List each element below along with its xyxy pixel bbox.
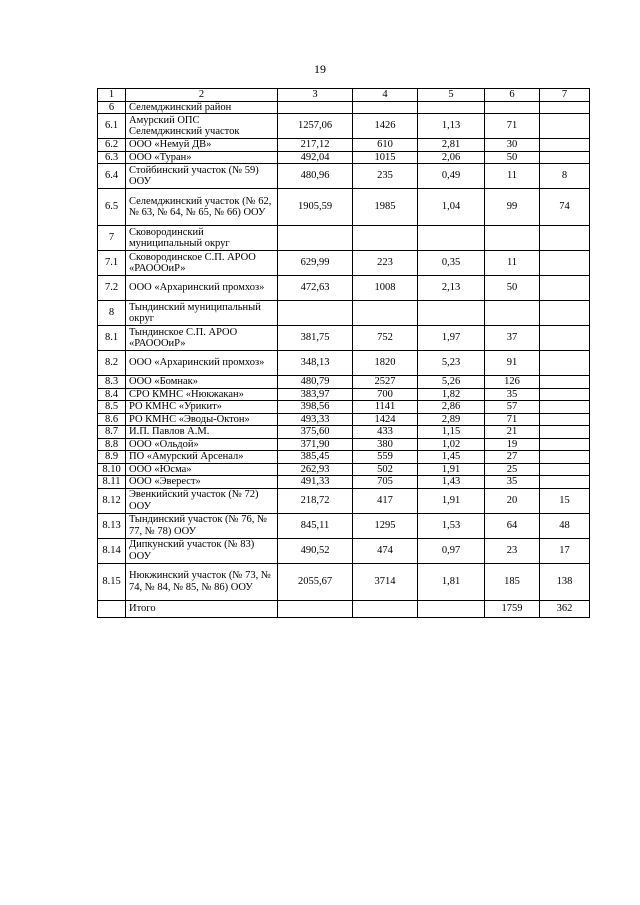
col-7-cell [540, 438, 590, 451]
header-cell-6: 6 [485, 89, 540, 102]
row-name-cell: ООО «Немуй ДВ» [126, 139, 278, 152]
row-number-cell: 8.14 [98, 538, 126, 563]
table-row [98, 413, 590, 426]
area-cell: 845,11 [278, 513, 353, 538]
col-5-cell: 5,26 [418, 376, 485, 389]
col-7-cell [540, 476, 590, 489]
col-6-cell: 57 [485, 401, 540, 414]
col-7-cell [540, 226, 590, 251]
row-name-cell: Селемджинский район [126, 101, 278, 114]
row-name-cell: ПО «Амурский Арсенал» [126, 451, 278, 464]
col-5-cell: 1,82 [418, 388, 485, 401]
col-4-cell: 223 [353, 251, 418, 276]
row-number-cell: 8.15 [98, 563, 126, 600]
col-5-cell: 2,06 [418, 151, 485, 164]
col-6-cell: 23 [485, 538, 540, 563]
area-cell [278, 600, 353, 617]
col-6-cell: 35 [485, 476, 540, 489]
col-6-cell: 126 [485, 376, 540, 389]
col-6-cell: 71 [485, 114, 540, 139]
table-row [98, 476, 590, 489]
col-5-cell [418, 101, 485, 114]
row-name-cell: Тындинское С.П. АРОО «РАОООиР» [126, 326, 278, 351]
row-name-cell: Эвенкийский участок (№ 72) ООУ [126, 488, 278, 513]
row-name-cell: ООО «Туран» [126, 151, 278, 164]
table-row [98, 563, 590, 600]
table-row [98, 151, 590, 164]
col-6-cell: 19 [485, 438, 540, 451]
row-name-cell: Селемджинский участок (№ 62, № 63, № 64, № 65, № 66) ООУ [126, 189, 278, 226]
col-4-cell: 1141 [353, 401, 418, 414]
col-4-cell: 235 [353, 164, 418, 189]
col-7-cell [540, 151, 590, 164]
col-6-cell [485, 101, 540, 114]
col-5-cell: 1,91 [418, 488, 485, 513]
col-4-cell: 705 [353, 476, 418, 489]
col-5-cell: 2,81 [418, 139, 485, 152]
col-6-cell: 185 [485, 563, 540, 600]
table-row [98, 226, 590, 251]
row-number-cell: 8.10 [98, 463, 126, 476]
area-cell: 262,93 [278, 463, 353, 476]
col-5-cell: 0,35 [418, 251, 485, 276]
col-5-cell: 1,13 [418, 114, 485, 139]
area-cell [278, 226, 353, 251]
table-row [98, 351, 590, 376]
area-cell [278, 101, 353, 114]
table-row [98, 600, 590, 617]
area-cell: 375,60 [278, 426, 353, 439]
area-cell: 371,90 [278, 438, 353, 451]
col-4-cell: 1015 [353, 151, 418, 164]
row-number-cell: 8.7 [98, 426, 126, 439]
row-number-cell: 8.5 [98, 401, 126, 414]
col-7-cell [540, 351, 590, 376]
row-number-cell: 7 [98, 226, 126, 251]
row-number-cell: 6.2 [98, 139, 126, 152]
col-5-cell: 1,53 [418, 513, 485, 538]
row-number-cell: 6.4 [98, 164, 126, 189]
col-5-cell [418, 301, 485, 326]
col-5-cell: 1,15 [418, 426, 485, 439]
header-cell-1: 1 [98, 89, 126, 102]
table-row [98, 114, 590, 139]
col-4-cell: 3714 [353, 563, 418, 600]
row-number-cell: 8.4 [98, 388, 126, 401]
row-number-cell [98, 600, 126, 617]
col-7-cell [540, 376, 590, 389]
row-name-cell: Нюкжинский участок (№ 73, № 74, № 84, № 85, № 86) ООУ [126, 563, 278, 600]
area-cell: 1905,59 [278, 189, 353, 226]
col-4-cell: 433 [353, 426, 418, 439]
table-row [98, 189, 590, 226]
col-7-cell: 138 [540, 563, 590, 600]
col-7-cell [540, 114, 590, 139]
col-4-cell: 2527 [353, 376, 418, 389]
row-number-cell: 8.8 [98, 438, 126, 451]
row-number-cell: 8.9 [98, 451, 126, 464]
col-7-cell [540, 401, 590, 414]
row-number-cell: 6 [98, 101, 126, 114]
header-cell-7: 7 [540, 89, 590, 102]
row-name-cell: И.П. Павлов А.М. [126, 426, 278, 439]
area-cell: 217,12 [278, 139, 353, 152]
col-7-cell: 17 [540, 538, 590, 563]
area-cell: 472,63 [278, 276, 353, 301]
data-table [97, 88, 590, 618]
col-7-cell [540, 139, 590, 152]
col-6-cell: 35 [485, 388, 540, 401]
table-row [98, 401, 590, 414]
col-7-cell: 74 [540, 189, 590, 226]
col-5-cell: 1,97 [418, 326, 485, 351]
row-name-cell: ООО «Эверест» [126, 476, 278, 489]
col-5-cell: 2,89 [418, 413, 485, 426]
col-4-cell: 1424 [353, 413, 418, 426]
row-number-cell: 8.2 [98, 351, 126, 376]
col-4-cell: 559 [353, 451, 418, 464]
table-row [98, 451, 590, 464]
header-cell-2: 2 [126, 89, 278, 102]
col-6-cell: 71 [485, 413, 540, 426]
area-cell: 2055,67 [278, 563, 353, 600]
col-6-cell: 27 [485, 451, 540, 464]
table-row [98, 438, 590, 451]
col-6-cell: 30 [485, 139, 540, 152]
row-name-cell: Тындинский муниципальный округ [126, 301, 278, 326]
row-name-cell: ООО «Юсма» [126, 463, 278, 476]
area-cell: 398,56 [278, 401, 353, 414]
row-name-cell: Стойбинский участок (№ 59) ООУ [126, 164, 278, 189]
header-cell-3: 3 [278, 89, 353, 102]
col-6-cell: 99 [485, 189, 540, 226]
col-5-cell: 2,86 [418, 401, 485, 414]
col-7-cell [540, 301, 590, 326]
col-7-cell [540, 326, 590, 351]
col-4-cell: 700 [353, 388, 418, 401]
row-name-cell: Тындинский участок (№ 76, № 77, № 78) ООУ [126, 513, 278, 538]
area-cell: 490,52 [278, 538, 353, 563]
area-cell: 480,79 [278, 376, 353, 389]
row-name-cell: Амурский ОПС Селемджинский участок [126, 114, 278, 139]
row-name-cell: Итого [126, 600, 278, 617]
area-cell: 491,33 [278, 476, 353, 489]
col-4-cell [353, 301, 418, 326]
row-name-cell: Дипкунский участок (№ 83) ООУ [126, 538, 278, 563]
col-7-cell [540, 426, 590, 439]
row-name-cell: ООО «Ольдой» [126, 438, 278, 451]
col-4-cell [353, 101, 418, 114]
col-7-cell [540, 101, 590, 114]
table-header-row [98, 89, 590, 102]
col-6-cell: 11 [485, 164, 540, 189]
col-7-cell: 8 [540, 164, 590, 189]
area-cell: 381,75 [278, 326, 353, 351]
col-6-cell: 50 [485, 151, 540, 164]
col-7-cell [540, 251, 590, 276]
area-cell: 348,13 [278, 351, 353, 376]
row-number-cell: 8 [98, 301, 126, 326]
header-cell-4: 4 [353, 89, 418, 102]
col-5-cell: 0,97 [418, 538, 485, 563]
table-row [98, 426, 590, 439]
row-number-cell: 6.3 [98, 151, 126, 164]
row-number-cell: 8.3 [98, 376, 126, 389]
table-row [98, 101, 590, 114]
row-name-cell: СРО КМНС «Нюкжакан» [126, 388, 278, 401]
row-number-cell: 6.1 [98, 114, 126, 139]
col-7-cell [540, 463, 590, 476]
col-5-cell [418, 600, 485, 617]
col-7-cell [540, 388, 590, 401]
col-6-cell: 20 [485, 488, 540, 513]
col-6-cell: 11 [485, 251, 540, 276]
row-number-cell: 6.5 [98, 189, 126, 226]
col-4-cell: 502 [353, 463, 418, 476]
col-4-cell: 1985 [353, 189, 418, 226]
page-number: 19 [314, 62, 326, 76]
col-4-cell: 417 [353, 488, 418, 513]
col-5-cell: 2,13 [418, 276, 485, 301]
col-5-cell [418, 226, 485, 251]
col-4-cell: 752 [353, 326, 418, 351]
row-name-cell: РО КМНС «Эводы-Октон» [126, 413, 278, 426]
col-4-cell: 1426 [353, 114, 418, 139]
col-4-cell [353, 226, 418, 251]
col-6-cell [485, 301, 540, 326]
area-cell: 218,72 [278, 488, 353, 513]
col-5-cell: 5,23 [418, 351, 485, 376]
col-4-cell: 1820 [353, 351, 418, 376]
col-4-cell [353, 600, 418, 617]
row-name-cell: ООО «Архаринский промхоз» [126, 351, 278, 376]
col-6-cell: 21 [485, 426, 540, 439]
col-6-cell: 50 [485, 276, 540, 301]
col-7-cell: 362 [540, 600, 590, 617]
col-6-cell: 91 [485, 351, 540, 376]
col-5-cell: 1,43 [418, 476, 485, 489]
col-6-cell: 1759 [485, 600, 540, 617]
area-cell [278, 301, 353, 326]
row-name-cell: Сковородинское С.П. АРОО «РАОООиР» [126, 251, 278, 276]
col-6-cell: 37 [485, 326, 540, 351]
col-4-cell: 380 [353, 438, 418, 451]
row-number-cell: 8.11 [98, 476, 126, 489]
table-row [98, 164, 590, 189]
col-7-cell [540, 413, 590, 426]
col-7-cell [540, 276, 590, 301]
col-6-cell [485, 226, 540, 251]
col-6-cell: 25 [485, 463, 540, 476]
col-4-cell: 474 [353, 538, 418, 563]
table-row [98, 139, 590, 152]
table-row [98, 388, 590, 401]
row-name-cell: РО КМНС «Урикит» [126, 401, 278, 414]
table-row [98, 326, 590, 351]
col-4-cell: 1295 [353, 513, 418, 538]
col-5-cell: 1,81 [418, 563, 485, 600]
table-row [98, 376, 590, 389]
col-5-cell: 0,49 [418, 164, 485, 189]
area-cell: 383,97 [278, 388, 353, 401]
header-cell-5: 5 [418, 89, 485, 102]
col-5-cell: 1,91 [418, 463, 485, 476]
table-row [98, 463, 590, 476]
col-4-cell: 1008 [353, 276, 418, 301]
col-4-cell: 610 [353, 139, 418, 152]
row-number-cell: 7.2 [98, 276, 126, 301]
row-name-cell: Сковородинский муниципальный округ [126, 226, 278, 251]
row-number-cell: 8.12 [98, 488, 126, 513]
area-cell: 492,04 [278, 151, 353, 164]
col-5-cell: 1,02 [418, 438, 485, 451]
row-name-cell: ООО «Бомнак» [126, 376, 278, 389]
col-6-cell: 64 [485, 513, 540, 538]
table-row [98, 488, 590, 513]
col-5-cell: 1,04 [418, 189, 485, 226]
row-name-cell: ООО «Архаринский промхоз» [126, 276, 278, 301]
col-7-cell: 15 [540, 488, 590, 513]
table-row [98, 301, 590, 326]
table-row [98, 251, 590, 276]
table-row [98, 276, 590, 301]
col-7-cell [540, 451, 590, 464]
table-row [98, 538, 590, 563]
row-number-cell: 8.13 [98, 513, 126, 538]
row-number-cell: 7.1 [98, 251, 126, 276]
col-5-cell: 1,45 [418, 451, 485, 464]
area-cell: 385,45 [278, 451, 353, 464]
row-number-cell: 8.6 [98, 413, 126, 426]
col-7-cell: 48 [540, 513, 590, 538]
area-cell: 480,96 [278, 164, 353, 189]
row-number-cell: 8.1 [98, 326, 126, 351]
area-cell: 1257,06 [278, 114, 353, 139]
table-row [98, 513, 590, 538]
area-cell: 493,33 [278, 413, 353, 426]
area-cell: 629,99 [278, 251, 353, 276]
